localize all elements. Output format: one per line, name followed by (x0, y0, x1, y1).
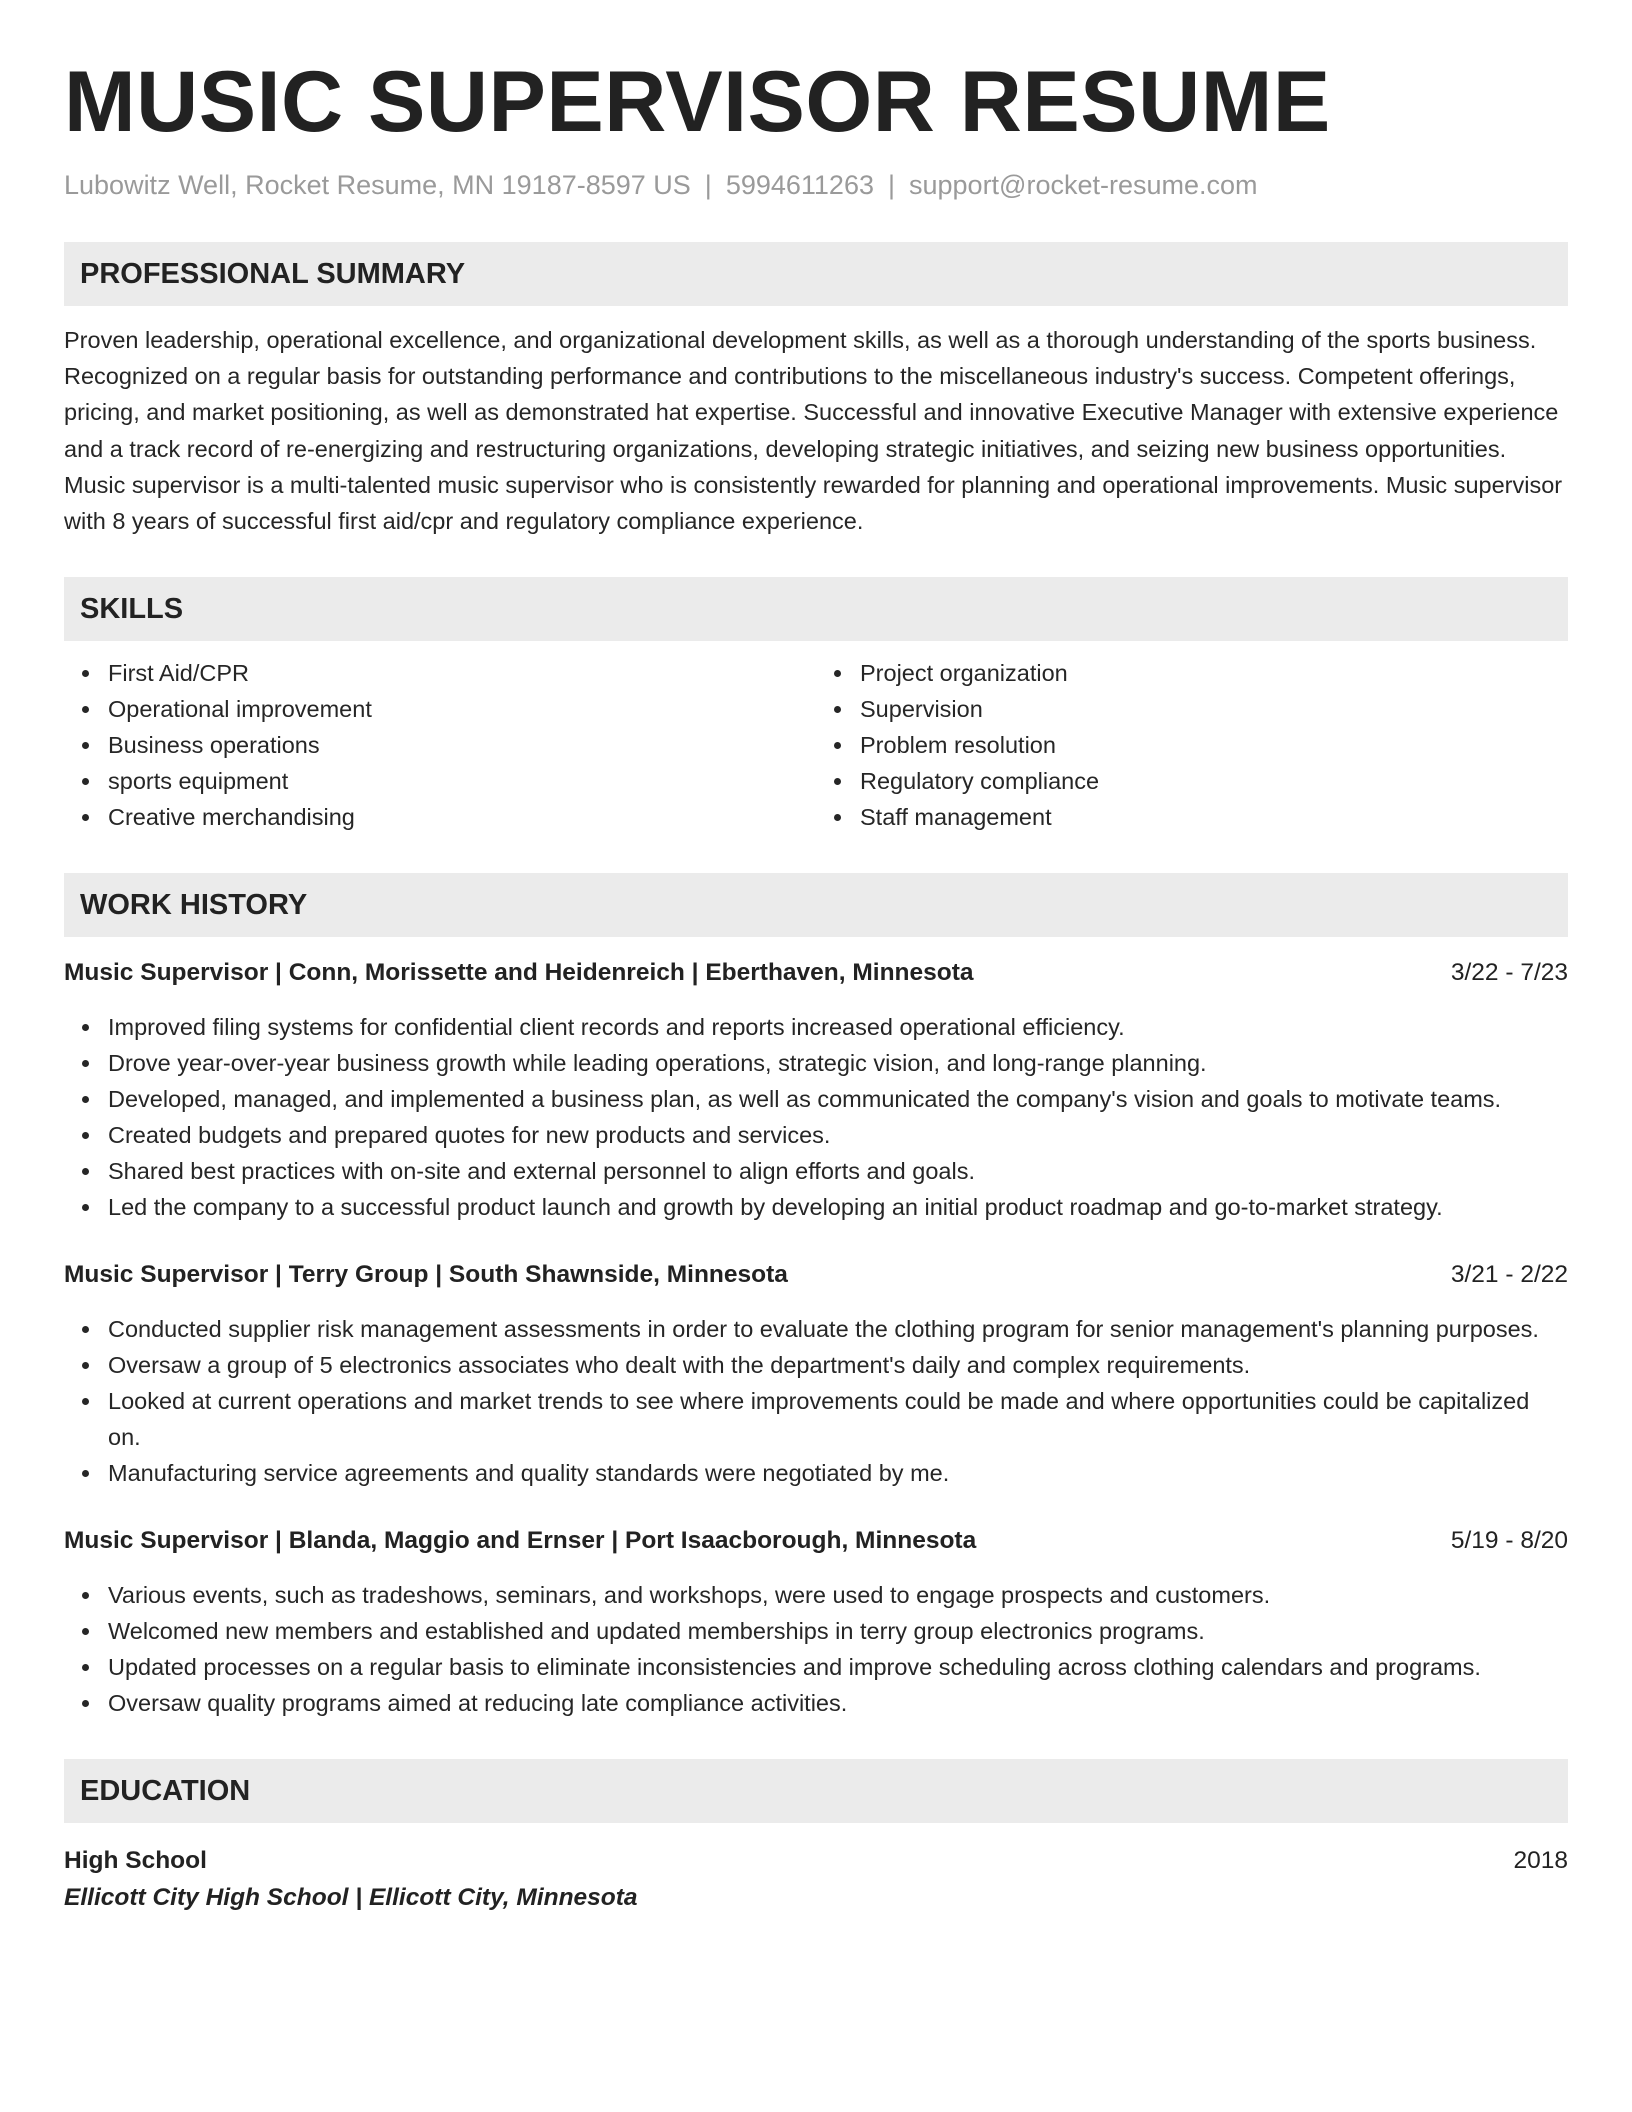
job-bullet: Conducted supplier risk management assessments in order to evaluate the clothing program for senior management's planning purposes. (108, 1311, 1568, 1347)
job-bullet: Created budgets and prepared quotes for new products and services. (108, 1117, 1568, 1153)
education-year: 2018 (1513, 1847, 1568, 1875)
job-bullet: Looked at current operations and market trends to see where improvements could be made and where opportunities could be capitalized on. (108, 1383, 1568, 1455)
job-bullets (64, 1311, 1568, 1491)
job-entry (64, 955, 1568, 1225)
job-bullets (64, 1577, 1568, 1721)
skill-item: Regulatory compliance (860, 763, 1568, 799)
skills-column-left (64, 655, 816, 835)
education-header (64, 1843, 1568, 1879)
resume-title: MUSIC SUPERVISOR RESUME (64, 54, 1331, 150)
skill-item: Operational improvement (108, 691, 816, 727)
skill-item: Creative merchandising (108, 799, 816, 835)
education-degree: High School (64, 1847, 207, 1875)
job-header (64, 1523, 1568, 1559)
section-heading-skills: SKILLS (64, 577, 1568, 641)
skills-column-right (816, 655, 1568, 835)
job-dates: 3/21 - 2/22 (1450, 1261, 1568, 1289)
job-dates: 3/22 - 7/23 (1450, 959, 1568, 987)
skills-list (64, 655, 1568, 835)
job-bullet: Various events, such as tradeshows, seminars, and workshops, were used to engage prospects and customers. (108, 1577, 1568, 1613)
contact-line (64, 166, 1568, 204)
education-school: Ellicott City High School | Ellicott City, Minnesota (64, 1884, 638, 1912)
contact-email: support@rocket-resume.com (909, 170, 1258, 200)
job-title: Music Supervisor | Conn, Morissette and Heidenreich | Eberthaven, Minnesota (64, 959, 974, 987)
job-entry (64, 1257, 1568, 1491)
job-bullet: Improved filing systems for confidential client records and reports increased operational efficiency. (108, 1009, 1568, 1045)
summary-text: Proven leadership, operational excellence, and organizational development skills, as well as a thorough understanding of the sports business. Recognized on a regular basis for outstanding performance and contributions to the miscellaneous industry's success. Competent offerings, pricing, and market positioning, as well as demonstrated hat expertise. Successful and innovative Executive Manager with extensive experience and a track record of re-energizing and restructuring organizations, developing strategic initiatives, and seizing new business opportunities. Music supervisor is a multi-talented music supervisor who is consistently rewarded for planning and operational improvements. Music supervisor with 8 years of successful first aid/cpr and regulatory compliance experience. (64, 327, 1563, 535)
contact-separator: | (887, 170, 895, 200)
skill-item: Project organization (860, 655, 1568, 691)
skill-item: sports equipment (108, 763, 816, 799)
job-bullet: Led the company to a successful product launch and growth by developing an initial product roadmap and go-to-market strategy. (108, 1189, 1568, 1225)
contact-address: Lubowitz Well, Rocket Resume, MN 19187-8597 US (64, 170, 691, 200)
section-heading-summary: PROFESSIONAL SUMMARY (64, 242, 1568, 306)
section-heading-education: EDUCATION (64, 1759, 1568, 1823)
job-header (64, 1257, 1568, 1293)
job-bullet: Oversaw quality programs aimed at reducing late compliance activities. (108, 1685, 1568, 1721)
job-bullet: Oversaw a group of 5 electronics associates who dealt with the department's daily and complex requirements. (108, 1347, 1568, 1383)
skill-item: Business operations (108, 727, 816, 763)
skill-item: Problem resolution (860, 727, 1568, 763)
job-dates: 5/19 - 8/20 (1450, 1527, 1568, 1555)
job-bullet: Manufacturing service agreements and quality standards were negotiated by me. (108, 1455, 1568, 1491)
job-bullet: Drove year-over-year business growth while leading operations, strategic vision, and long-range planning. (108, 1045, 1568, 1081)
section-heading-work-history: WORK HISTORY (64, 873, 1568, 937)
job-title: Music Supervisor | Terry Group | South Shawnside, Minnesota (64, 1261, 788, 1289)
job-header (64, 955, 1568, 991)
job-bullets (64, 1009, 1568, 1225)
job-bullet: Updated processes on a regular basis to eliminate inconsistencies and improve scheduling across clothing calendars and programs. (108, 1649, 1568, 1685)
job-bullet: Shared best practices with on-site and external personnel to align efforts and goals. (108, 1153, 1568, 1189)
job-entry (64, 1523, 1568, 1721)
job-bullet: Welcomed new members and established and updated memberships in terry group electronics programs. (108, 1613, 1568, 1649)
job-bullet: Developed, managed, and implemented a business plan, as well as communicated the company's vision and goals to motivate teams. (108, 1081, 1568, 1117)
skill-item: Staff management (860, 799, 1568, 835)
contact-separator: | (704, 170, 712, 200)
job-title: Music Supervisor | Blanda, Maggio and Ernser | Port Isaacborough, Minnesota (64, 1527, 977, 1555)
skill-item: Supervision (860, 691, 1568, 727)
skill-item: First Aid/CPR (108, 655, 816, 691)
contact-phone: 5994611263 (725, 170, 874, 200)
